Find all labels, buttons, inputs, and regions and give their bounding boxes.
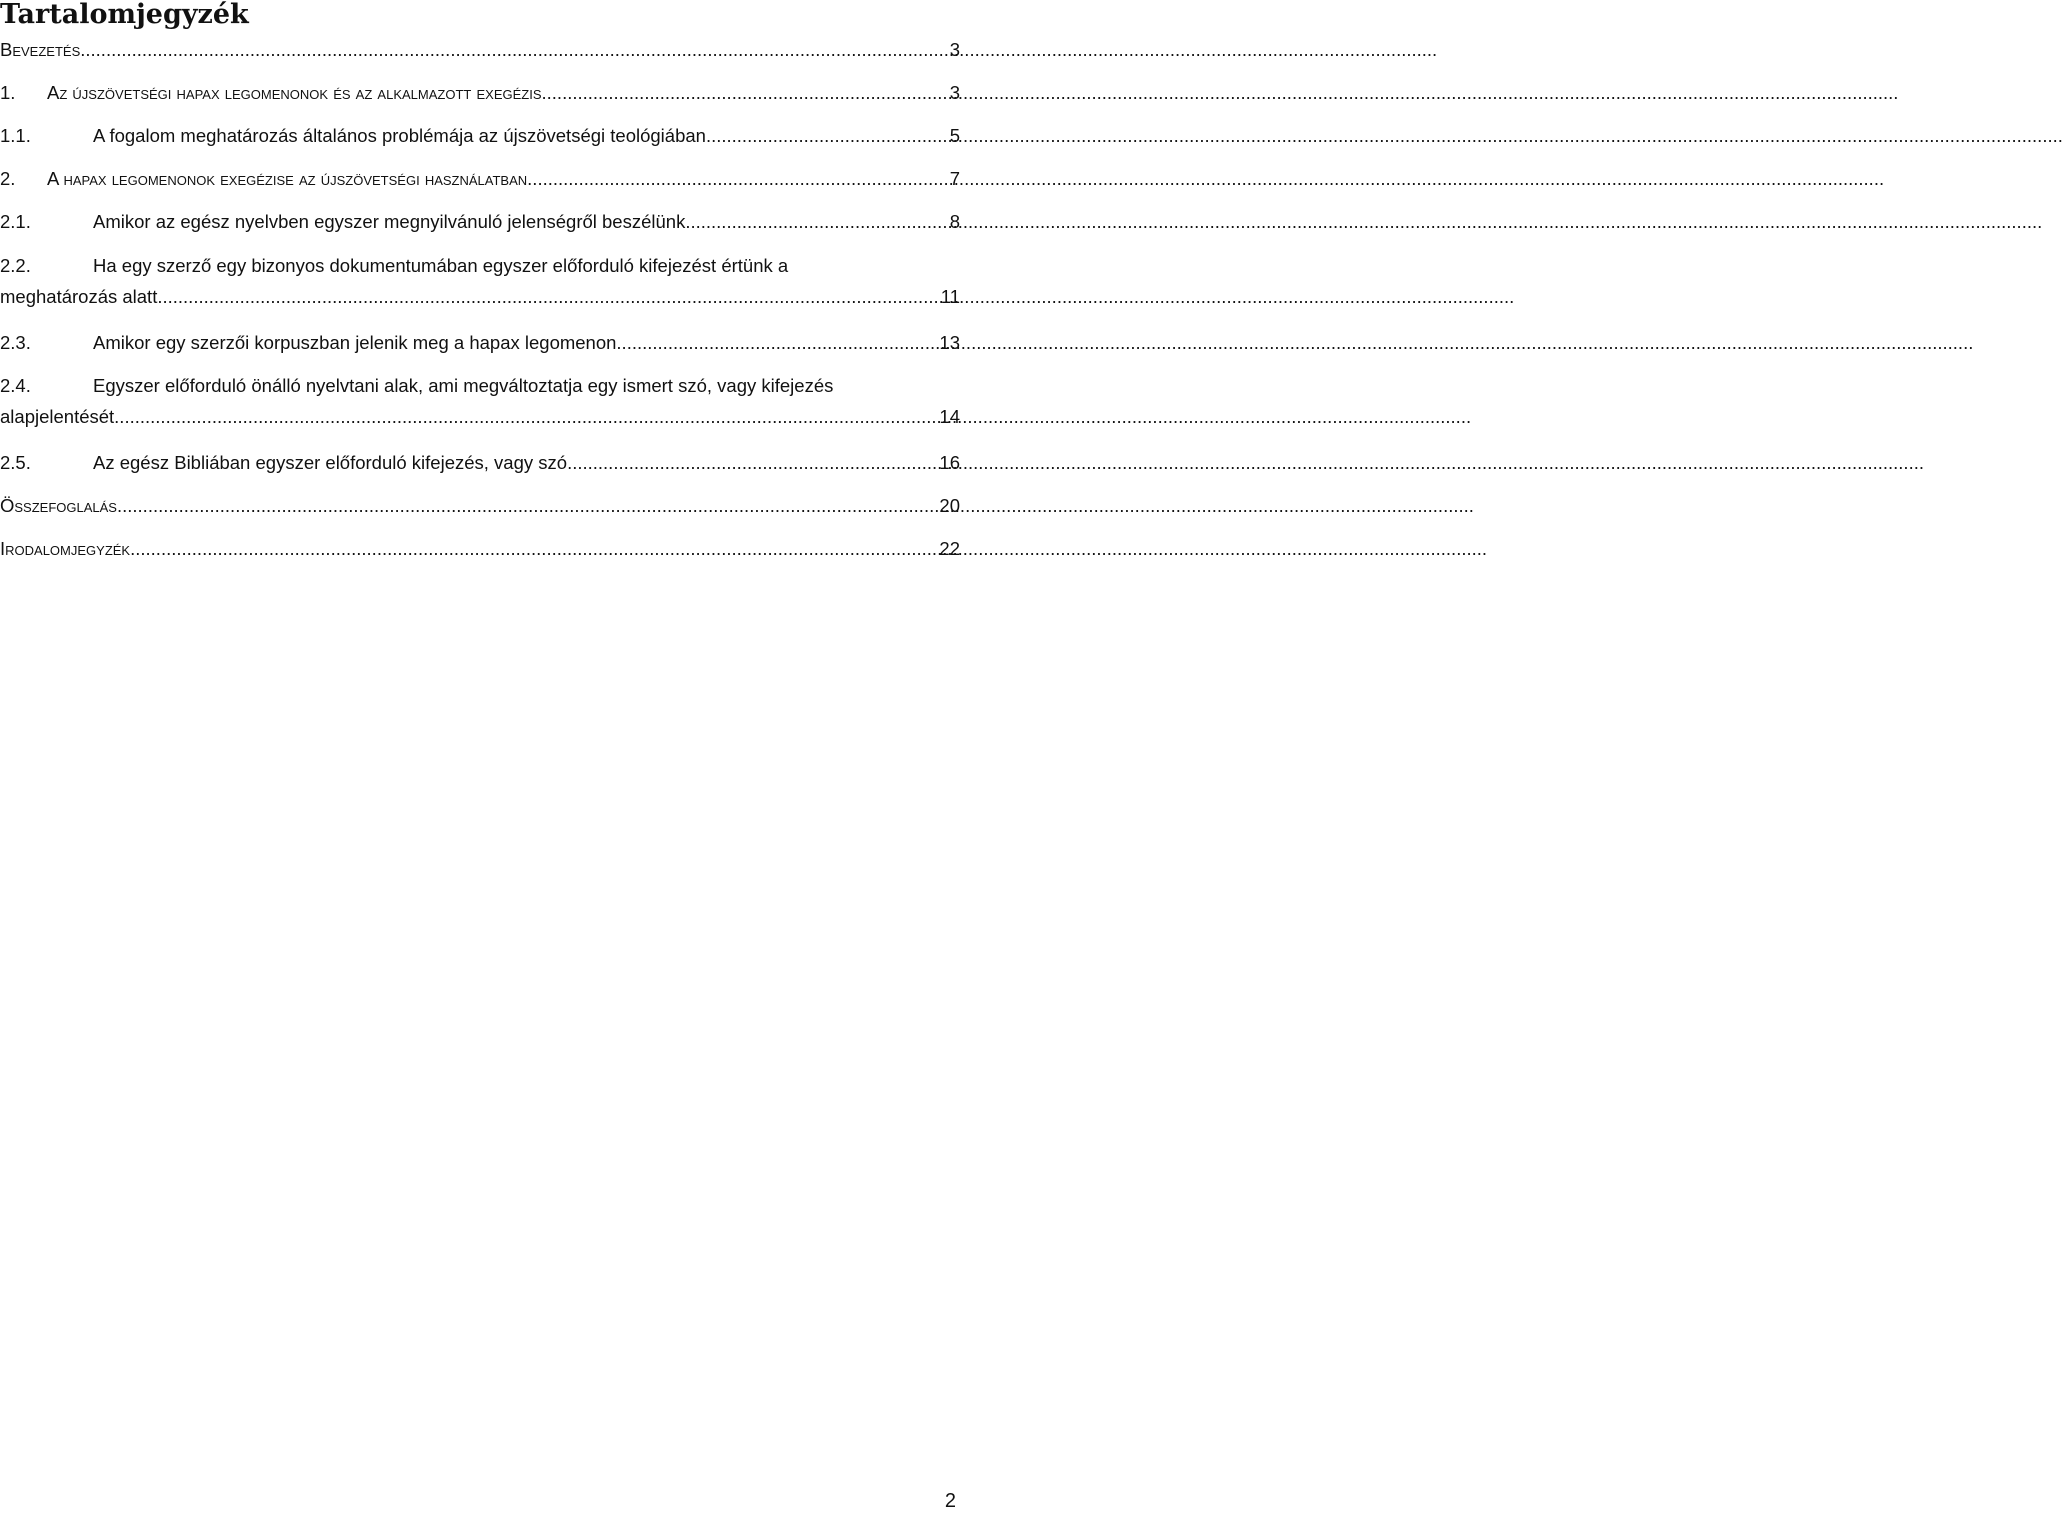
toc-entry-number: 2. (0, 168, 16, 189)
toc-entry-page: 5 (949, 125, 960, 146)
toc-leader-dots (527, 167, 945, 190)
toc-entry-title: Összefoglalás (0, 495, 117, 516)
toc-entry-2-4[interactable] (0, 374, 960, 428)
toc-entry-2-3[interactable] (0, 331, 960, 354)
toc-leader-dots (80, 38, 944, 61)
document-page (0, 0, 960, 1521)
toc-entry-title: Amikor az egész nyelvben egyszer megnyilvánuló jelenségről beszélünk (93, 211, 686, 232)
toc-entry-2-2[interactable] (0, 254, 960, 308)
toc-entry-title-line2: meghatározás alatt (0, 286, 158, 307)
toc-entry-title: Amikor egy szerzői korpuszban jelenik meg a hapax legomenon (93, 332, 617, 353)
toc-entry-title: Bevezetés (0, 39, 81, 60)
toc-entry-page: 16 (939, 452, 960, 473)
toc-entry-title: Az egész Bibliában egyszer előforduló kifejezés, vagy szó (93, 452, 568, 473)
toc-entry-2-5[interactable] (0, 451, 960, 474)
toc-leader-dots (616, 331, 934, 354)
toc-entry-page: 3 (949, 39, 960, 60)
toc-entry-osszefoglalas[interactable] (0, 494, 960, 517)
toc-entry-page: 14 (939, 406, 960, 427)
toc-leader-dots (685, 210, 944, 233)
toc-leader-dots (542, 81, 945, 104)
toc-entry-title-line2: alapjelentését (0, 406, 115, 427)
toc-title: Tartalomjegyzék (0, 0, 249, 30)
toc-leader-dots (567, 451, 934, 474)
toc-entry-page: 22 (939, 538, 960, 559)
toc-entry-2[interactable] (0, 167, 960, 190)
page-number: 2 (944, 1490, 956, 1512)
toc-entry-page: 11 (940, 286, 960, 307)
toc-entry-page: 8 (949, 211, 960, 232)
toc-entry-title-line1: Ha egy szerző egy bizonyos dokumentumában egyszer előforduló kifejezést értünk a (93, 255, 789, 276)
toc-entry-2-1[interactable] (0, 210, 960, 233)
toc-entry-number: 2.5. (0, 452, 31, 473)
toc-leader-dots (157, 285, 935, 308)
toc-entry-number: 1.1. (0, 125, 31, 146)
toc-entry-title-line1: Egyszer előforduló önálló nyelvtani alak, ami megváltoztatja egy ismert szó, vagy kifejezés (93, 375, 834, 396)
toc-entry-bevezetes[interactable] (0, 38, 960, 61)
toc-leader-dots (130, 537, 934, 560)
toc-entry-number: 2.4. (0, 375, 31, 396)
toc-entry-title: Irodalomjegyzék (0, 538, 131, 559)
toc-entry-1[interactable] (0, 81, 960, 104)
toc-entry-title: A hapax legomenonok exegézise az újszövetségi használatban (47, 168, 528, 189)
toc-entry-number: 1. (0, 82, 16, 103)
toc-leader-dots (706, 124, 945, 147)
toc-entry-page: 7 (949, 168, 960, 189)
toc-entry-page: 3 (949, 82, 960, 103)
toc-entry-page: 13 (939, 332, 960, 353)
toc-leader-dots (114, 405, 934, 428)
toc-entry-title: A fogalom meghatározás általános problémája az újszövetségi teológiában (93, 125, 706, 146)
toc-leader-dots (117, 494, 934, 517)
toc-entry-number: 2.3. (0, 332, 31, 353)
toc-entry-number: 2.2. (0, 255, 31, 276)
toc-entry-1-1[interactable] (0, 124, 960, 147)
toc-entry-title: Az újszövetségi hapax legomenonok és az alkalmazott exegézis (47, 82, 542, 103)
toc-entry-irodalomjegyzek[interactable] (0, 537, 960, 560)
toc-entry-number: 2.1. (0, 211, 31, 232)
toc-entry-page: 20 (939, 495, 960, 516)
